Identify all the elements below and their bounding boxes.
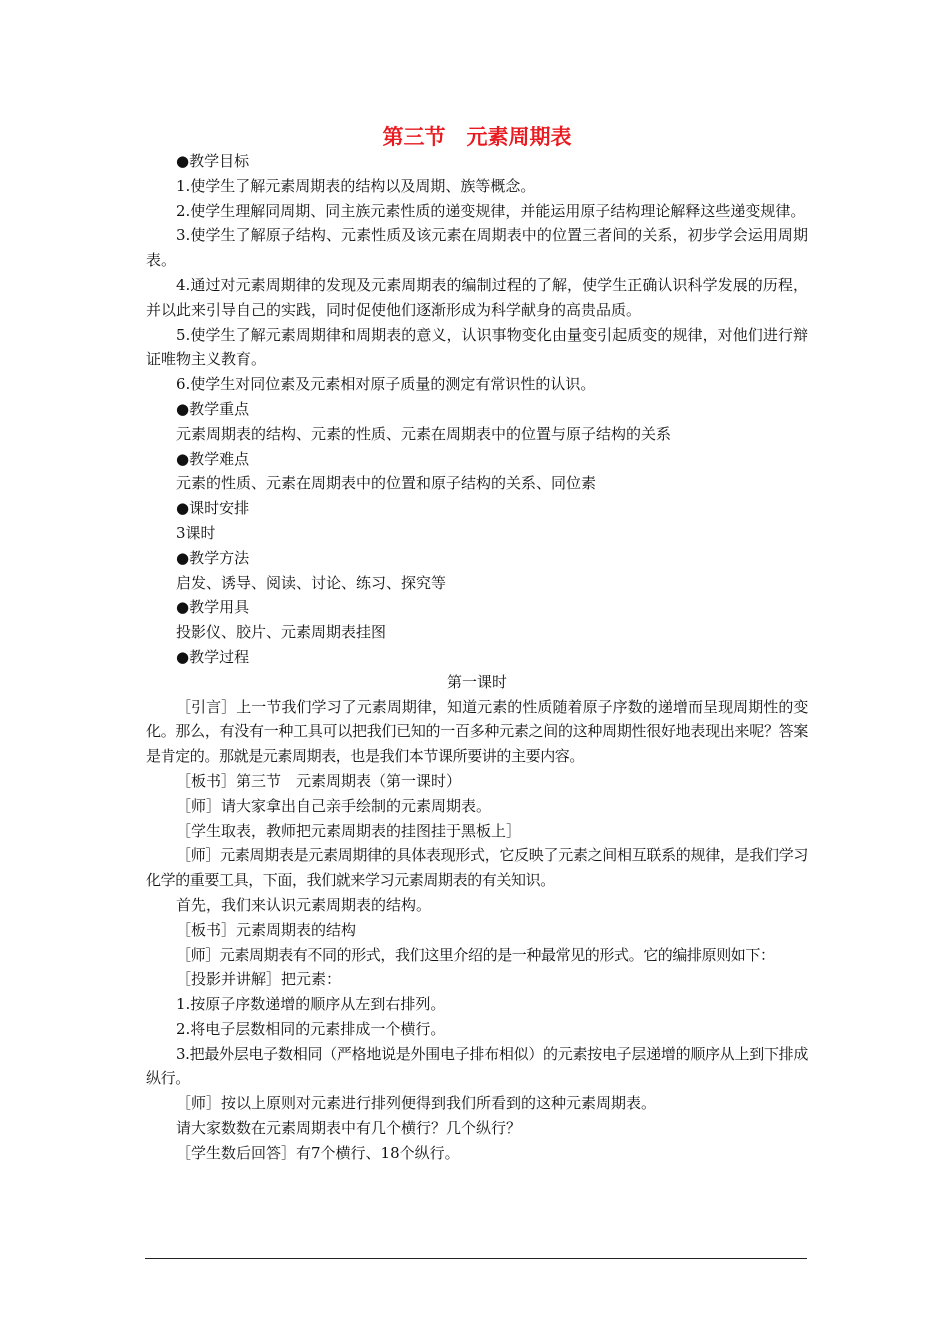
process-heading: ●教学过程: [176, 647, 250, 666]
key-points-text: 元素周期表的结构、元素的性质、元素在周期表中的位置与原子结构的关系: [176, 424, 672, 443]
first-paragraph: 首先，我们来认识元素周期表的结构。: [176, 895, 432, 914]
goal-item-4: 4.通过对元素周期律的发现及元素周期表的编制过程的了解，使学生正确认识科学发展的历程，并以此来引导自己的实践，同时促使他们逐渐形成为科学献身的高贵品质。: [146, 275, 808, 319]
goal-item-5: 5.使学生了解元素周期律和周期表的意义，认识事物变化由量变引起质变的规律，对他们进行辩证唯物主义教育。: [146, 325, 808, 369]
board-note-2: ［板书］元素周期表的结构: [176, 920, 357, 939]
question-line: 请大家数数在元素周期表中有几个横行？几个纵行？: [176, 1119, 522, 1138]
goal-item-6: 6.使学生对同位素及元素相对原子质量的测定有常识性的认识。: [176, 375, 596, 394]
teacher-line-3: ［师］元素周期表有不同的形式，我们这里介绍的是一种最常见的形式。它的编排原则如下：: [176, 945, 775, 964]
schedule-text: 3课时: [176, 523, 216, 542]
teacher-line-4: ［师］按以上原则对元素进行排列便得到我们所看到的这种元素周期表。: [176, 1094, 657, 1113]
rule-item-2: 2.将电子层数相同的元素排成一个横行。: [176, 1019, 446, 1038]
rule-item-3: 3.把最外层电子数相同（严格地说是外围电子排布相似）的元素按电子层递增的顺序从上到下排成纵行。: [146, 1044, 808, 1088]
goals-heading: ●教学目标: [176, 152, 250, 170]
projection-line: ［投影并讲解］把元素：: [176, 970, 342, 989]
difficulties-text: 元素的性质、元素在周期表中的位置和原子结构的关系、同位素: [176, 474, 597, 493]
goal-item-2: 2.使学生理解同周期、同主族元素性质的递变规律，并能运用原子结构理论解释这些递变规律。: [176, 201, 806, 220]
tools-heading: ●教学用具: [176, 598, 250, 617]
method-heading: ●教学方法: [176, 548, 250, 567]
rule-item-1: 1.按原子序数递增的顺序从左到右排列。: [176, 995, 446, 1014]
student-action-1: ［学生取表，教师把元素周期表的挂图挂于黑板上］: [176, 821, 522, 840]
goal-item-1: 1.使学生了解元素周期表的结构以及周期、族等概念。: [176, 176, 536, 195]
method-text: 启发、诱导、阅读、讨论、练习、探究等: [176, 573, 447, 592]
schedule-heading: ●课时安排: [176, 499, 250, 518]
section-title: 第三节 元素周期表: [382, 124, 572, 149]
teacher-line-1: ［师］请大家拿出自己亲手绘制的元素周期表。: [176, 796, 492, 815]
student-answer: ［学生数后回答］有7个横行、18个纵行。: [176, 1143, 460, 1162]
goal-item-3: 3.使学生了解原子结构、元素性质及该元素在周期表中的位置三者间的关系，初步学会运用周期表。: [146, 226, 808, 270]
intro-paragraph: ［引言］上一节我们学习了元素周期律，知道元素的性质随着原子序数的递增而呈现周期性的变化。那么，有没有一种工具可以把我们已知的一百多种元素之间的这种周期性很好地表现出来呢？答案是肯定的。那就是元素周期表，也是我们本节课所要讲的主要内容。: [146, 697, 808, 766]
lesson-1-title: 第一课时: [446, 672, 507, 691]
document-body: [146, 149, 808, 1166]
footer-divider: [145, 1258, 807, 1259]
teacher-line-2: ［师］元素周期表是元素周期律的具体表现形式，它反映了元素之间相互联系的规律，是我们学习化学的重要工具，下面，我们就来学习元素周期表的有关知识。: [146, 846, 808, 890]
board-note-1: ［板书］第三节 元素周期表（第一课时）: [176, 771, 462, 790]
key-points-heading: ●教学重点: [176, 399, 250, 418]
tools-text: 投影仪、胶片、元素周期表挂图: [176, 623, 387, 642]
difficulties-heading: ●教学难点: [176, 449, 250, 468]
